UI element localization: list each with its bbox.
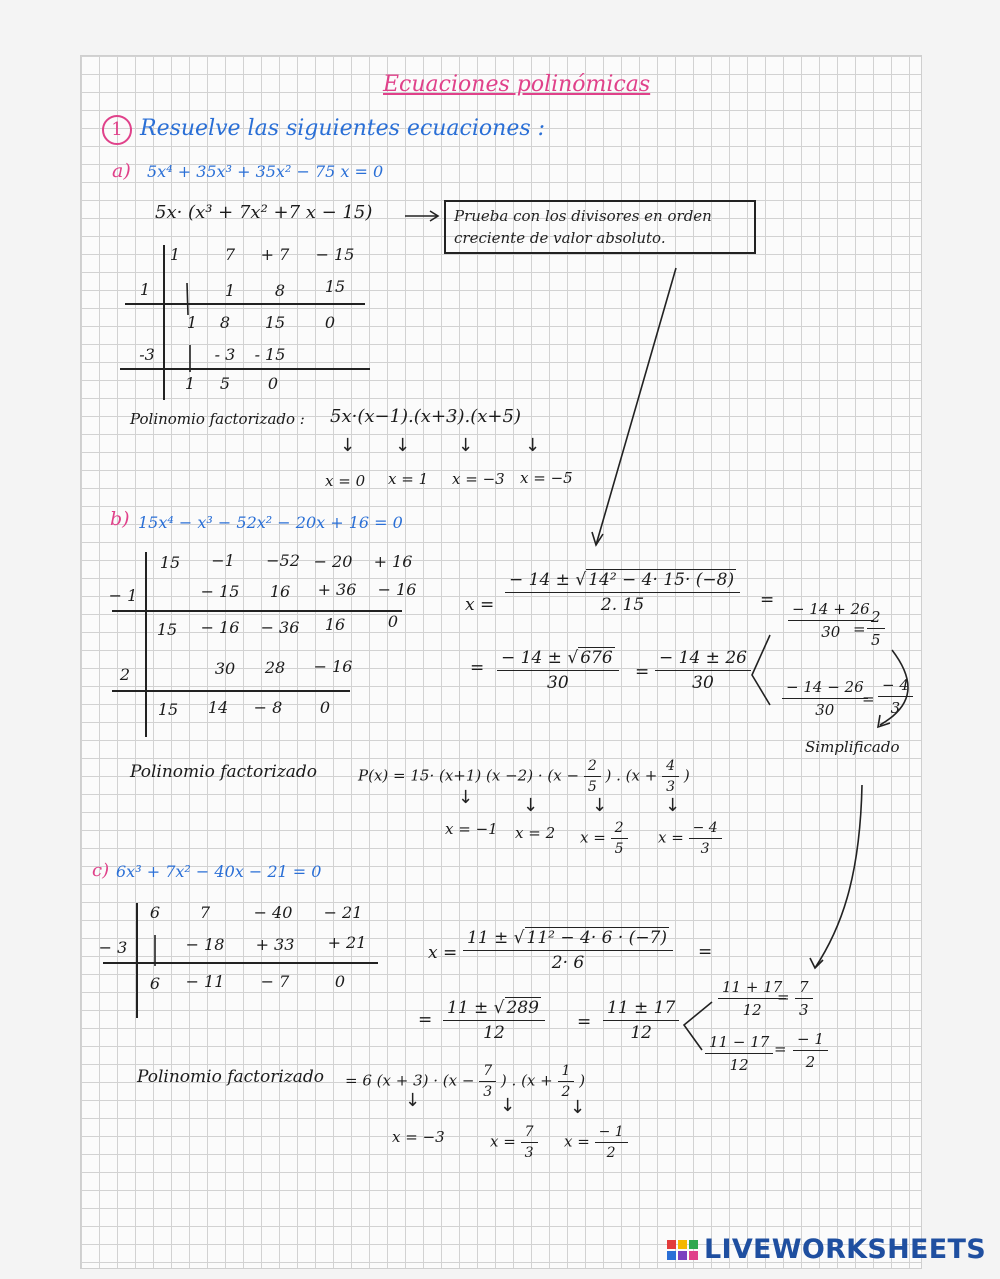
part-c-step3-denominator: 12: [630, 1023, 652, 1043]
part-b-quad-x: x =: [465, 595, 495, 615]
part-c-sol1-eq: =: [777, 988, 790, 1006]
ruffini-a-r2-product-0: - 3: [214, 345, 236, 364]
liveworksheets-wordmark: LIVEWORKSHEETS: [703, 1234, 986, 1265]
ruffini-b-vertical: [145, 552, 147, 737]
ruffini-a-r2-result-0: 1: [184, 374, 196, 393]
ruffini-b-r1-product-2: + 36: [317, 580, 357, 599]
ruffini-a-r1-result-1: 8: [219, 313, 231, 332]
part-b-sol2-eq: =: [862, 690, 875, 708]
part-c-sol2-numerator: 11 − 17: [705, 1033, 773, 1054]
part-c-eq-sign-1: =: [698, 942, 713, 962]
ruffini-b-r1-result-3: 16: [324, 615, 346, 634]
part-c-sol2-simpl-numerator: − 1: [793, 1030, 828, 1051]
part-b-root-arrow-2: ↓: [523, 795, 539, 816]
part-c-sol2-fraction: [705, 1033, 773, 1074]
liveworksheets-watermark: [667, 1234, 986, 1265]
ruffini-a-r1-product-0: 1: [224, 281, 236, 300]
ruffini-a-r2-result-2: 0: [267, 374, 279, 393]
part-b-sol2-numerator: − 14 − 26: [782, 678, 868, 699]
part-b-factored: [358, 758, 690, 795]
ruffini-a-hline-1: [125, 303, 365, 305]
part-c-step2-radicand: 289: [506, 998, 539, 1018]
ruffini-b-hline-1: [112, 610, 402, 612]
part-c-step3-fraction: [603, 998, 679, 1043]
ruffini-c-r1-result-0: 6: [149, 974, 161, 993]
part-c-sol1-denominator: 12: [742, 1001, 762, 1019]
part-b-factored-f1: $\frac{2}{5}$: [584, 758, 601, 795]
exercise-heading-text: Resuelve las siguientes ecuaciones :: [140, 116, 546, 141]
part-b-root-1: x = −1: [445, 820, 498, 838]
part-a-root-arrow-2: ↓: [395, 435, 411, 456]
part-b-sol1-eq: =: [853, 620, 866, 638]
ruffini-b-r1-result-1: − 16: [200, 618, 240, 637]
ruffini-c-divisor-1: − 3: [98, 938, 128, 957]
part-c-quad-radicand: 11² − 4· 6 · (−7): [526, 928, 668, 948]
part-c-step3-numerator: 11 ± 17: [603, 998, 679, 1021]
ruffini-c-hline-1: [103, 962, 378, 964]
part-a-factored-label: Polinomio factorizado :: [130, 410, 305, 428]
part-c-step2-fraction: [443, 998, 545, 1043]
part-c-root-3: x = $\frac{- 1}{2}$: [564, 1124, 628, 1161]
part-b-step2-denominator: 30: [547, 673, 569, 693]
ruffini-c-r1-result-2: − 7: [260, 972, 290, 991]
part-c-root-arrow-2: ↓: [500, 1095, 516, 1116]
part-a-root-1: x = 0: [325, 472, 366, 490]
part-a-root-4: x = −5: [520, 469, 573, 487]
part-b-quad-denominator: 2. 15: [600, 595, 645, 615]
part-b-sol1-simpl-denominator: 5: [871, 631, 881, 649]
ruffini-a-r1-result-3: 0: [324, 313, 336, 332]
ruffini-a-r1-product-1: 8: [274, 281, 286, 300]
ruffini-b-r1-result-2: − 36: [260, 618, 300, 637]
ruffini-a-r1-result-0: 1: [186, 313, 198, 332]
part-a-common-factor: 5x· (x³ + 7x² +7 x − 15): [155, 202, 373, 223]
part-c-root-arrow-3: ↓: [570, 1097, 586, 1118]
ruffini-b-top-2: −52: [266, 551, 300, 570]
ruffini-a-divisor-1: 1: [139, 280, 151, 299]
part-b-factored-f2: $\frac{4}{3}$: [662, 758, 679, 795]
part-b-root-2: x = 2: [515, 824, 556, 842]
part-c-sol2-simpl-denominator: 2: [805, 1053, 816, 1071]
part-c-factored-mid: ) . (x +: [500, 1071, 553, 1090]
ruffini-a-r1-product-2: 15: [324, 277, 346, 296]
part-b-equation: 15x⁴ − x³ − 52x² − 20x + 16 = 0: [138, 513, 403, 532]
part-b-eq-sign-2: =: [470, 658, 485, 678]
ruffini-b-divisor-1: − 1: [108, 586, 138, 605]
ruffini-c-r1-result-3: 0: [334, 972, 346, 991]
part-a-root-arrow-3: ↓: [458, 435, 474, 456]
ruffini-c-top-2: − 40: [253, 903, 293, 922]
part-b-eq-sign-1: =: [760, 590, 775, 610]
part-c-factored-pre: = 6 (x + 3) · (x −: [345, 1071, 475, 1090]
ruffini-a-r2-result-1: 5: [219, 374, 231, 393]
ruffini-b-r1-product-3: − 16: [377, 580, 417, 599]
ruffini-c-top-1: 7: [199, 903, 211, 922]
part-c-label: c): [92, 860, 110, 881]
part-c-step2-numerator: 11 ± √ 289: [443, 998, 545, 1021]
part-b-sol2-fraction: [782, 678, 868, 719]
ruffini-b-r2-product-2: − 16: [313, 657, 353, 676]
exercise-number: 1: [102, 115, 132, 145]
part-b-quad-fraction: [505, 570, 740, 615]
part-b-step2-radicand: 676: [580, 648, 613, 668]
part-b-step2-fraction: [497, 648, 619, 693]
ruffini-b-r2-product-0: 30: [214, 659, 236, 678]
part-c-eq-sign-3: =: [577, 1012, 592, 1032]
ruffini-b-r1-product-1: 16: [269, 582, 291, 601]
ruffini-c-r1-product-1: + 33: [255, 935, 295, 954]
part-c-equation: 6x³ + 7x² − 40x − 21 = 0: [116, 862, 322, 881]
part-b-root-arrow-3: ↓: [592, 795, 608, 816]
part-c-factored-f2: $\frac{1}{2}$: [558, 1063, 575, 1100]
part-a-label: a): [112, 160, 131, 182]
part-c-root-arrow-1: ↓: [405, 1090, 421, 1111]
part-b-quad-numerator: − 14 ± √ 14² − 4· 15· (−8): [505, 570, 740, 593]
page-title: Ecuaciones polinómicas: [383, 72, 651, 97]
part-c-factored-label: Polinomio factorizado: [137, 1067, 325, 1087]
part-c-sol2-eq: =: [774, 1040, 787, 1058]
ruffini-c-r1-product-0: − 18: [185, 935, 225, 954]
ruffini-b-hline-2: [112, 690, 350, 692]
part-b-step3-denominator: 30: [692, 673, 714, 693]
part-c-sol2-simplified: [793, 1030, 828, 1071]
part-b-root-arrow-4: ↓: [665, 795, 681, 816]
exercise-heading: [102, 115, 545, 145]
part-b-sol1-simpl-numerator: 2: [867, 608, 885, 629]
ruffini-a-top-1: 7: [224, 245, 236, 264]
part-b-sol2-simpl-numerator: − 4: [878, 676, 913, 697]
ruffini-b-r1-result-4: 0: [387, 612, 399, 631]
part-b-step2-numerator: − 14 ± √ 676: [497, 648, 619, 671]
ruffini-b-top-0: 15: [159, 553, 181, 572]
ruffini-b-r2-result-3: 0: [319, 698, 331, 717]
part-b-factored-pre: P(x) = 15· (x+1) (x −2) · (x −: [358, 766, 580, 785]
part-c-quad-denominator: 2· 6: [551, 953, 585, 973]
ruffini-c-vertical: [136, 903, 138, 1018]
part-b-sol2-simplified: [878, 676, 913, 717]
tip-box: Prueba con los divisores en orden creciente de valor absoluto.: [444, 200, 756, 254]
part-b-root-4: x = $\frac{- 4}{3}$: [658, 820, 722, 857]
part-b-factored-mid: ) . (x +: [605, 766, 658, 785]
ruffini-c-r1-result-1: − 11: [185, 972, 225, 991]
part-c-sol1-simpl-numerator: 7: [795, 978, 813, 999]
ruffini-b-top-4: + 16: [373, 552, 413, 571]
part-c-step2-denominator: 12: [483, 1023, 505, 1043]
ruffini-b-r2-product-1: 28: [264, 658, 286, 677]
ruffini-a-vertical: [163, 245, 165, 400]
part-b-quad-radicand: 14² − 4· 15· (−8): [588, 570, 735, 590]
part-b-sol1-simplified: [867, 608, 885, 649]
ruffini-a-r1-result-2: 15: [264, 313, 286, 332]
part-a-root-arrow-4: ↓: [525, 435, 541, 456]
part-c-quad-numerator: 11 ± √ 11² − 4· 6 · (−7): [463, 928, 673, 951]
ruffini-b-top-3: − 20: [313, 552, 353, 571]
part-c-quad-x: x =: [428, 943, 458, 963]
ruffini-b-r2-result-2: − 8: [253, 698, 283, 717]
part-b-eq-sign-3: =: [635, 662, 650, 682]
liveworksheets-logo-icon: [667, 1240, 698, 1260]
part-c-sol1-simpl-denominator: 3: [799, 1001, 809, 1019]
part-b-sol1-denominator: 30: [821, 623, 841, 641]
ruffini-a-hline-2: [120, 368, 370, 370]
part-b-label: b): [110, 508, 130, 530]
ruffini-c-r1-product-2: + 21: [327, 933, 367, 952]
part-a-root-3: x = −3: [452, 470, 505, 488]
part-c-factored-post: ): [579, 1071, 586, 1090]
part-b-root-arrow-1: ↓: [458, 787, 474, 808]
ruffini-a-top-0: 1: [169, 245, 181, 264]
ruffini-b-r1-product-0: − 15: [200, 582, 240, 601]
part-a-equation: 5x⁴ + 35x³ + 35x² − 75 x = 0: [147, 162, 384, 181]
part-c-eq-sign-2: =: [418, 1010, 433, 1030]
ruffini-b-divisor-2: 2: [119, 665, 131, 684]
simplified-note: Simplificado: [805, 738, 900, 756]
ruffini-b-r2-result-1: 14: [207, 698, 229, 717]
ruffini-a-top-3: − 15: [315, 245, 355, 264]
part-c-quad-fraction: [463, 928, 673, 973]
part-b-factored-post: ): [683, 766, 690, 785]
part-c-root-2: x = $\frac{7}{3}$: [490, 1124, 538, 1161]
part-c-factored: [345, 1063, 585, 1100]
ruffini-c-top-0: 6: [149, 903, 161, 922]
ruffini-b-r2-result-0: 15: [157, 700, 179, 719]
part-c-root-1: x = −3: [392, 1128, 445, 1146]
part-c-factored-f1: $\frac{7}{3}$: [479, 1063, 496, 1100]
ruffini-c-top-3: − 21: [323, 903, 363, 922]
part-b-step3-numerator: − 14 ± 26: [655, 648, 751, 671]
part-c-sol1-simplified: [795, 978, 813, 1019]
ruffini-a-top-2: + 7: [260, 245, 290, 264]
part-b-sol1-numerator: − 14 + 26: [788, 600, 874, 621]
part-a-root-arrow-1: ↓: [340, 435, 356, 456]
part-c-sol2-denominator: 12: [729, 1056, 749, 1074]
part-b-root-3: x = $\frac{2}{5}$: [580, 820, 628, 857]
part-b-factored-label: Polinomio factorizado: [130, 762, 318, 782]
part-a-root-2: x = 1: [388, 470, 429, 488]
part-b-sol2-simpl-denominator: 3: [890, 699, 901, 717]
ruffini-a-r2-product-1: - 15: [254, 345, 286, 364]
part-b-step3-fraction: [655, 648, 751, 693]
ruffini-b-top-1: −1: [211, 551, 235, 570]
part-a-factored: 5x·(x−1).(x+3).(x+5): [330, 406, 521, 427]
part-c-sol1-numerator: 11 + 17: [718, 978, 786, 999]
ruffini-a-divisor-2: -3: [139, 345, 155, 364]
part-b-sol2-denominator: 30: [815, 701, 835, 719]
ruffini-b-r1-result-0: 15: [156, 620, 178, 639]
